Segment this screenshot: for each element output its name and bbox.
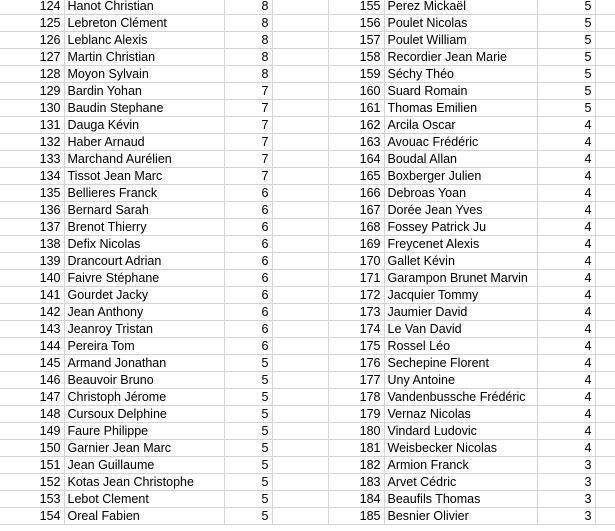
empty-cell[interactable] [272, 202, 328, 219]
empty-cell[interactable] [272, 100, 328, 117]
left-score-cell[interactable]: 7 [224, 117, 272, 134]
left-score-cell[interactable]: 5 [224, 372, 272, 389]
right-score-cell[interactable]: 4 [537, 270, 595, 287]
right-rank-cell[interactable]: 185 [328, 508, 384, 525]
right-name-cell[interactable]: Armion Franck [384, 457, 537, 474]
left-rank-cell[interactable]: 135 [0, 185, 64, 202]
table-row [0, 270, 615, 287]
right-rank-cell[interactable]: 176 [328, 355, 384, 372]
right-name-cell[interactable]: Thomas Emilien [384, 100, 537, 117]
right-score-cell[interactable]: 4 [537, 151, 595, 168]
right-rank-cell[interactable]: 168 [328, 219, 384, 236]
left-name-cell[interactable]: Pereira Tom [64, 338, 224, 355]
left-score-cell[interactable]: 6 [224, 304, 272, 321]
left-name-cell[interactable]: Jean Anthony [64, 304, 224, 321]
right-name-cell[interactable]: Séchy Théo [384, 66, 537, 83]
empty-cell[interactable] [272, 355, 328, 372]
right-score-cell[interactable]: 4 [537, 168, 595, 185]
table-row [0, 253, 615, 270]
left-rank-cell[interactable]: 131 [0, 117, 64, 134]
left-score-cell[interactable]: 7 [224, 151, 272, 168]
table-row [0, 15, 615, 32]
table-row [0, 32, 615, 49]
left-rank-cell[interactable]: 143 [0, 321, 64, 338]
table-row [0, 355, 615, 372]
empty-cell[interactable] [595, 236, 615, 253]
empty-cell[interactable] [272, 236, 328, 253]
right-rank-cell[interactable]: 160 [328, 83, 384, 100]
empty-cell[interactable] [595, 134, 615, 151]
left-name-cell[interactable]: Faivre Stéphane [64, 270, 224, 287]
right-score-cell[interactable]: 4 [537, 219, 595, 236]
left-rank-cell[interactable]: 139 [0, 253, 64, 270]
left-rank-cell[interactable]: 141 [0, 287, 64, 304]
left-rank-cell[interactable]: 137 [0, 219, 64, 236]
right-rank-cell[interactable]: 174 [328, 321, 384, 338]
right-score-cell[interactable]: 4 [537, 117, 595, 134]
empty-cell[interactable] [595, 117, 615, 134]
right-rank-cell[interactable]: 158 [328, 49, 384, 66]
table-row [0, 134, 615, 151]
left-rank-cell[interactable]: 133 [0, 151, 64, 168]
right-name-cell[interactable]: Poulet Nicolas [384, 15, 537, 32]
right-rank-cell[interactable]: 157 [328, 32, 384, 49]
left-rank-cell[interactable]: 124 [0, 0, 64, 15]
empty-cell[interactable] [595, 219, 615, 236]
left-name-cell[interactable]: Bellieres Franck [64, 185, 224, 202]
left-rank-cell[interactable]: 148 [0, 406, 64, 423]
right-rank-cell[interactable]: 175 [328, 338, 384, 355]
empty-cell[interactable] [595, 253, 615, 270]
left-score-cell[interactable]: 5 [224, 389, 272, 406]
left-name-cell[interactable]: Oreal Fabien [64, 508, 224, 525]
left-name-cell[interactable]: Baudin Stephane [64, 100, 224, 117]
right-name-cell[interactable]: Poulet William [384, 32, 537, 49]
right-name-cell[interactable]: Garampon Brunet Marvin [384, 270, 537, 287]
right-score-cell[interactable]: 4 [537, 355, 595, 372]
left-score-cell[interactable]: 6 [224, 270, 272, 287]
empty-cell[interactable] [272, 185, 328, 202]
empty-cell[interactable] [595, 185, 615, 202]
right-score-cell[interactable]: 4 [537, 389, 595, 406]
left-name-cell[interactable]: Leblanc Alexis [64, 32, 224, 49]
table-row [0, 440, 615, 457]
right-rank-cell[interactable]: 155 [328, 0, 384, 15]
right-name-cell[interactable]: Gallet Kévin [384, 253, 537, 270]
empty-cell[interactable] [595, 457, 615, 474]
empty-cell[interactable] [595, 372, 615, 389]
empty-cell[interactable] [595, 270, 615, 287]
left-score-cell[interactable]: 7 [224, 134, 272, 151]
table-row [0, 508, 615, 525]
left-name-cell[interactable]: Bernard Sarah [64, 202, 224, 219]
right-score-cell[interactable]: 3 [537, 474, 595, 491]
empty-cell[interactable] [272, 287, 328, 304]
left-rank-cell[interactable]: 134 [0, 168, 64, 185]
right-score-cell[interactable]: 4 [537, 440, 595, 457]
empty-cell[interactable] [595, 15, 615, 32]
left-rank-cell[interactable]: 138 [0, 236, 64, 253]
left-rank-cell[interactable]: 130 [0, 100, 64, 117]
right-score-cell[interactable]: 4 [537, 304, 595, 321]
right-score-cell[interactable]: 4 [537, 406, 595, 423]
table-row [0, 117, 615, 134]
left-score-cell[interactable]: 6 [224, 287, 272, 304]
left-name-cell[interactable]: Jean Guillaume [64, 457, 224, 474]
empty-cell[interactable] [272, 134, 328, 151]
table-row [0, 185, 615, 202]
table-row [0, 338, 615, 355]
right-score-cell[interactable]: 4 [537, 134, 595, 151]
left-name-cell[interactable]: Drancourt Adrian [64, 253, 224, 270]
left-rank-cell[interactable]: 128 [0, 66, 64, 83]
empty-cell[interactable] [595, 321, 615, 338]
left-rank-cell[interactable]: 129 [0, 83, 64, 100]
right-rank-cell[interactable]: 164 [328, 151, 384, 168]
right-score-cell[interactable]: 4 [537, 287, 595, 304]
left-score-cell[interactable]: 8 [224, 15, 272, 32]
table-row [0, 168, 615, 185]
empty-cell[interactable] [272, 406, 328, 423]
right-name-cell[interactable]: Boudal Allan [384, 151, 537, 168]
left-rank-cell[interactable]: 145 [0, 355, 64, 372]
empty-cell[interactable] [272, 372, 328, 389]
table-row [0, 457, 615, 474]
left-name-cell[interactable]: Garnier Jean Marc [64, 440, 224, 457]
right-score-cell[interactable]: 4 [537, 321, 595, 338]
right-score-cell[interactable]: 5 [537, 15, 595, 32]
left-name-cell[interactable]: Beauvoir Bruno [64, 372, 224, 389]
table-row [0, 491, 615, 508]
right-score-cell[interactable]: 3 [537, 457, 595, 474]
left-rank-cell[interactable]: 153 [0, 491, 64, 508]
left-rank-cell[interactable]: 136 [0, 202, 64, 219]
left-score-cell[interactable]: 5 [224, 491, 272, 508]
right-name-cell[interactable]: Vandenbussche Frédéric [384, 389, 537, 406]
left-rank-cell[interactable]: 140 [0, 270, 64, 287]
right-rank-cell[interactable]: 170 [328, 253, 384, 270]
table-row [0, 202, 615, 219]
left-rank-cell[interactable]: 150 [0, 440, 64, 457]
right-score-cell[interactable]: 4 [537, 423, 595, 440]
empty-cell[interactable] [595, 83, 615, 100]
right-score-cell[interactable]: 4 [537, 185, 595, 202]
left-score-cell[interactable]: 6 [224, 253, 272, 270]
left-rank-cell[interactable]: 146 [0, 372, 64, 389]
left-score-cell[interactable]: 8 [224, 0, 272, 15]
empty-cell[interactable] [595, 491, 615, 508]
table-row [0, 219, 615, 236]
empty-cell[interactable] [595, 389, 615, 406]
right-rank-cell[interactable]: 182 [328, 457, 384, 474]
right-score-cell[interactable]: 5 [537, 49, 595, 66]
left-rank-cell[interactable]: 147 [0, 389, 64, 406]
right-name-cell[interactable]: Boxberger Julien [384, 168, 537, 185]
empty-cell[interactable] [595, 287, 615, 304]
right-rank-cell[interactable]: 172 [328, 287, 384, 304]
left-score-cell[interactable]: 5 [224, 355, 272, 372]
right-score-cell[interactable]: 4 [537, 338, 595, 355]
table-row [0, 66, 615, 83]
right-score-cell[interactable]: 4 [537, 253, 595, 270]
right-name-cell[interactable]: Uny Antoine [384, 372, 537, 389]
left-name-cell[interactable]: Brenot Thierry [64, 219, 224, 236]
empty-cell[interactable] [272, 168, 328, 185]
left-name-cell[interactable]: Moyon Sylvain [64, 66, 224, 83]
empty-cell[interactable] [272, 457, 328, 474]
left-name-cell[interactable]: Armand Jonathan [64, 355, 224, 372]
left-rank-cell[interactable]: 126 [0, 32, 64, 49]
empty-cell[interactable] [272, 253, 328, 270]
left-score-cell[interactable]: 5 [224, 406, 272, 423]
right-score-cell[interactable]: 4 [537, 372, 595, 389]
right-rank-cell[interactable]: 181 [328, 440, 384, 457]
left-rank-cell[interactable]: 144 [0, 338, 64, 355]
left-score-cell[interactable]: 8 [224, 49, 272, 66]
right-rank-cell[interactable]: 171 [328, 270, 384, 287]
empty-cell[interactable] [272, 270, 328, 287]
empty-cell[interactable] [595, 100, 615, 117]
left-score-cell[interactable]: 5 [224, 423, 272, 440]
table-row [0, 236, 615, 253]
empty-cell[interactable] [595, 0, 615, 15]
table-row [0, 423, 615, 440]
empty-cell[interactable] [595, 474, 615, 491]
left-name-cell[interactable]: Dauga Kévin [64, 117, 224, 134]
right-name-cell[interactable]: Debroas Yoan [384, 185, 537, 202]
right-name-cell[interactable]: Perez Mickaël [384, 0, 537, 15]
right-rank-cell[interactable]: 167 [328, 202, 384, 219]
right-rank-cell[interactable]: 179 [328, 406, 384, 423]
table-row [0, 49, 615, 66]
table-row [0, 100, 615, 117]
left-name-cell[interactable]: Christoph Jérome [64, 389, 224, 406]
empty-cell[interactable] [272, 151, 328, 168]
empty-cell[interactable] [595, 338, 615, 355]
table-row [0, 389, 615, 406]
empty-cell[interactable] [595, 355, 615, 372]
right-name-cell[interactable]: Sechepine Florent [384, 355, 537, 372]
right-name-cell[interactable]: Dorée Jean Yves [384, 202, 537, 219]
table-row [0, 304, 615, 321]
empty-cell[interactable] [272, 338, 328, 355]
left-score-cell[interactable]: 6 [224, 202, 272, 219]
left-name-cell[interactable]: Faure Philippe [64, 423, 224, 440]
left-name-cell[interactable]: Martin Christian [64, 49, 224, 66]
left-name-cell[interactable]: Lebot Clement [64, 491, 224, 508]
right-name-cell[interactable]: Arcila Oscar [384, 117, 537, 134]
right-rank-cell[interactable]: 173 [328, 304, 384, 321]
left-rank-cell[interactable]: 132 [0, 134, 64, 151]
left-name-cell[interactable]: Kotas Jean Christophe [64, 474, 224, 491]
right-name-cell[interactable]: Le Van David [384, 321, 537, 338]
right-name-cell[interactable]: Besnier Olivier [384, 508, 537, 525]
left-rank-cell[interactable]: 149 [0, 423, 64, 440]
empty-cell[interactable] [272, 321, 328, 338]
table-row [0, 474, 615, 491]
empty-cell[interactable] [272, 423, 328, 440]
left-name-cell[interactable]: Jeanroy Tristan [64, 321, 224, 338]
right-score-cell[interactable]: 5 [537, 100, 595, 117]
left-score-cell[interactable]: 7 [224, 83, 272, 100]
right-name-cell[interactable]: Avouac Frédéric [384, 134, 537, 151]
right-score-cell[interactable]: 5 [537, 66, 595, 83]
empty-cell[interactable] [595, 406, 615, 423]
table-row [0, 321, 615, 338]
empty-cell[interactable] [272, 440, 328, 457]
right-rank-cell[interactable]: 161 [328, 100, 384, 117]
left-name-cell[interactable]: Cursoux Delphine [64, 406, 224, 423]
right-rank-cell[interactable]: 163 [328, 134, 384, 151]
empty-cell[interactable] [272, 117, 328, 134]
table-row [0, 83, 615, 100]
empty-cell[interactable] [595, 304, 615, 321]
left-rank-cell[interactable]: 151 [0, 457, 64, 474]
left-score-cell[interactable]: 6 [224, 219, 272, 236]
left-name-cell[interactable]: Bardin Yohan [64, 83, 224, 100]
left-name-cell[interactable]: Haber Arnaud [64, 134, 224, 151]
right-score-cell[interactable]: 3 [537, 508, 595, 525]
left-score-cell[interactable]: 5 [224, 440, 272, 457]
empty-cell[interactable] [595, 440, 615, 457]
left-score-cell[interactable]: 7 [224, 168, 272, 185]
right-name-cell[interactable]: Rossel Léo [384, 338, 537, 355]
left-score-cell[interactable]: 7 [224, 100, 272, 117]
empty-cell[interactable] [272, 0, 328, 15]
right-name-cell[interactable]: Suard Romain [384, 83, 537, 100]
empty-cell[interactable] [272, 508, 328, 525]
empty-cell[interactable] [272, 389, 328, 406]
empty-cell[interactable] [595, 423, 615, 440]
left-name-cell[interactable]: Marchand Aurélien [64, 151, 224, 168]
left-name-cell[interactable]: Gourdet Jacky [64, 287, 224, 304]
table-row [0, 287, 615, 304]
right-rank-cell[interactable]: 162 [328, 117, 384, 134]
table-row [0, 151, 615, 168]
table-row [0, 0, 615, 15]
empty-cell[interactable] [272, 491, 328, 508]
right-rank-cell[interactable]: 183 [328, 474, 384, 491]
left-name-cell[interactable]: Hanot Christian [64, 0, 224, 15]
right-score-cell[interactable]: 5 [537, 32, 595, 49]
empty-cell[interactable] [595, 168, 615, 185]
right-name-cell[interactable]: Recordier Jean Marie [384, 49, 537, 66]
right-rank-cell[interactable]: 184 [328, 491, 384, 508]
empty-cell[interactable] [272, 49, 328, 66]
empty-cell[interactable] [272, 304, 328, 321]
left-score-cell[interactable]: 6 [224, 321, 272, 338]
empty-cell[interactable] [595, 508, 615, 525]
left-score-cell[interactable]: 6 [224, 236, 272, 253]
left-rank-cell[interactable]: 142 [0, 304, 64, 321]
empty-cell[interactable] [272, 474, 328, 491]
empty-cell[interactable] [272, 219, 328, 236]
left-rank-cell[interactable]: 127 [0, 49, 64, 66]
table-row [0, 372, 615, 389]
left-rank-cell[interactable]: 125 [0, 15, 64, 32]
right-name-cell[interactable]: Jacquier Tommy [384, 287, 537, 304]
right-score-cell[interactable]: 4 [537, 236, 595, 253]
right-rank-cell[interactable]: 180 [328, 423, 384, 440]
right-name-cell[interactable]: Arvet Cédric [384, 474, 537, 491]
left-name-cell[interactable]: Tissot Jean Marc [64, 168, 224, 185]
left-score-cell[interactable]: 6 [224, 185, 272, 202]
right-name-cell[interactable]: Weisbecker Nicolas [384, 440, 537, 457]
right-name-cell[interactable]: Vindard Ludovic [384, 423, 537, 440]
right-name-cell[interactable]: Beaufils Thomas [384, 491, 537, 508]
empty-cell[interactable] [272, 66, 328, 83]
left-score-cell[interactable]: 5 [224, 508, 272, 525]
empty-cell[interactable] [272, 32, 328, 49]
right-rank-cell[interactable]: 166 [328, 185, 384, 202]
right-name-cell[interactable]: Vernaz Nicolas [384, 406, 537, 423]
empty-cell[interactable] [272, 83, 328, 100]
empty-cell[interactable] [595, 151, 615, 168]
right-rank-cell[interactable]: 159 [328, 66, 384, 83]
left-score-cell[interactable]: 8 [224, 32, 272, 49]
right-name-cell[interactable]: Jaumier David [384, 304, 537, 321]
empty-cell[interactable] [595, 49, 615, 66]
right-rank-cell[interactable]: 177 [328, 372, 384, 389]
right-rank-cell[interactable]: 169 [328, 236, 384, 253]
right-rank-cell[interactable]: 156 [328, 15, 384, 32]
left-score-cell[interactable]: 6 [224, 338, 272, 355]
right-name-cell[interactable]: Freycenet Alexis [384, 236, 537, 253]
left-name-cell[interactable]: Defix Nicolas [64, 236, 224, 253]
left-score-cell[interactable]: 5 [224, 474, 272, 491]
right-score-cell[interactable]: 4 [537, 202, 595, 219]
left-score-cell[interactable]: 8 [224, 66, 272, 83]
right-name-cell[interactable]: Fossey Patrick Ju [384, 219, 537, 236]
right-score-cell[interactable]: 5 [537, 0, 595, 15]
left-rank-cell[interactable]: 154 [0, 508, 64, 525]
table-row [0, 406, 615, 423]
empty-cell[interactable] [595, 202, 615, 219]
empty-cell[interactable] [595, 32, 615, 49]
left-rank-cell[interactable]: 152 [0, 474, 64, 491]
left-name-cell[interactable]: Lebreton Clément [64, 15, 224, 32]
left-score-cell[interactable]: 5 [224, 457, 272, 474]
right-score-cell[interactable]: 5 [537, 83, 595, 100]
right-rank-cell[interactable]: 165 [328, 168, 384, 185]
empty-cell[interactable] [595, 66, 615, 83]
right-score-cell[interactable]: 3 [537, 491, 595, 508]
right-rank-cell[interactable]: 178 [328, 389, 384, 406]
empty-cell[interactable] [272, 15, 328, 32]
